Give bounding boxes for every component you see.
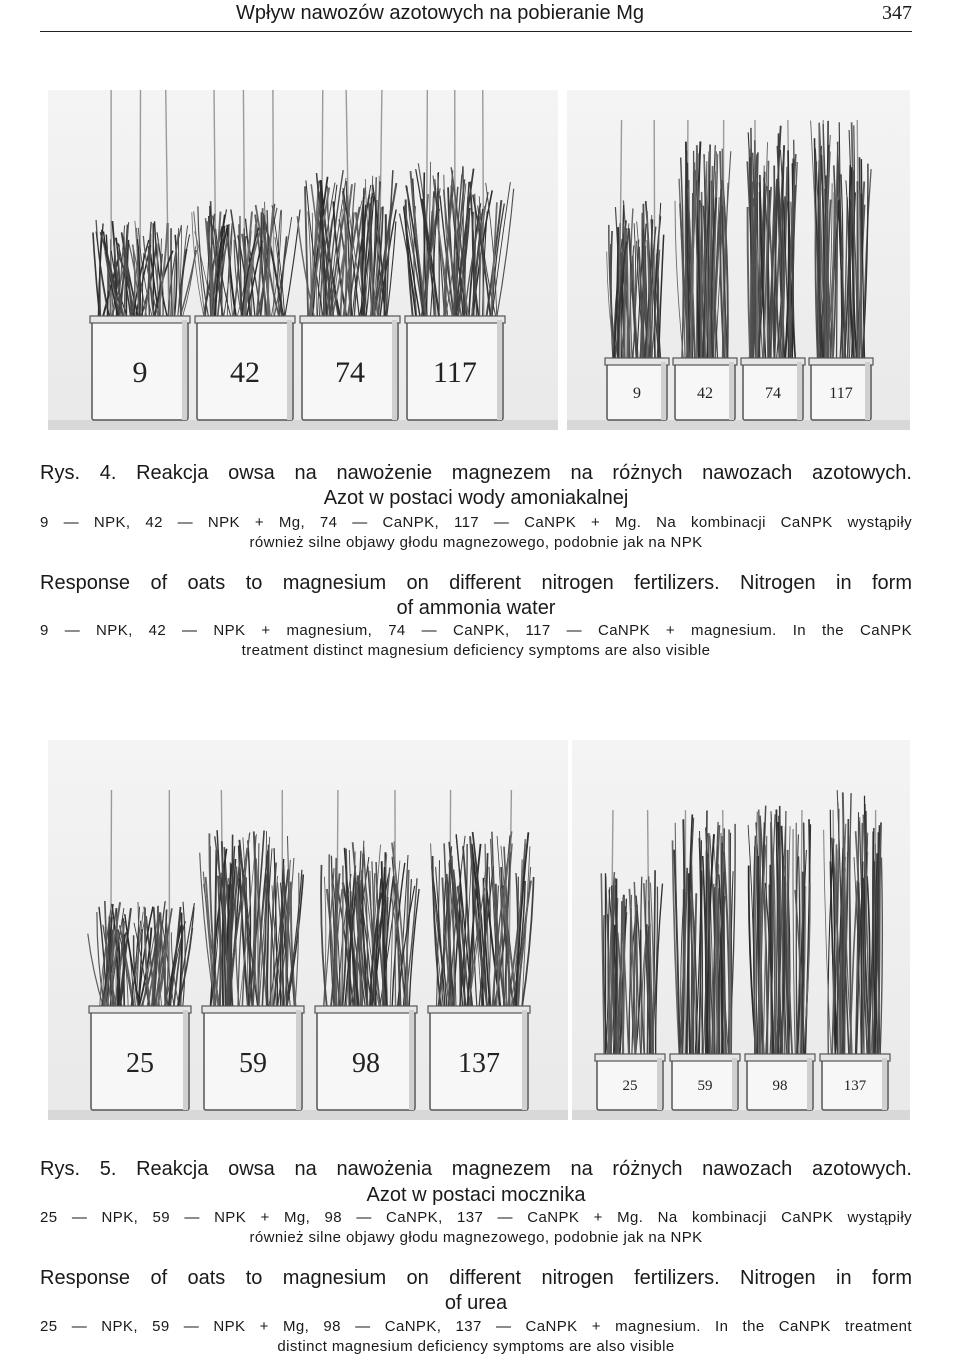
fig5-caption-pl-line3: 25 — NPK, 59 — NPK + Mg, 98 — CaNPK, 137 — CaNPK + Mg. Na kombinacji CaNPK wystąpiły (40, 1209, 912, 1226)
fig5-left-pot-label: 59 (239, 1048, 267, 1079)
fig5-right-pot-label: 59 (697, 1078, 713, 1095)
page-number: 347 (882, 2, 912, 24)
fig4-left-pot-label: 74 (335, 356, 365, 389)
fig5-left-pot-label: 25 (126, 1048, 154, 1079)
fig4-caption-en-line3: 9 — NPK, 42 — NPK + magnesium, 74 — CaNPK, 117 — CaNPK + magnesium. In the CaNPK (40, 622, 912, 639)
fig5-caption-en-line1: Response of oats to magnesium on different nitrogen fertilizers. Nitrogen in form (40, 1267, 912, 1289)
fig5-caption-en-line3: 25 — NPK, 59 — NPK + Mg, 98 — CaNPK, 137 — CaNPK + magnesium. In the CaNPK treatment (40, 1318, 912, 1335)
fig5-photo-right (572, 740, 910, 1120)
fig4-caption-pl-line4: również silne objawy głodu magnezowego, podobnie jak na NPK (249, 534, 703, 551)
fig4-right-pot-label: 9 (633, 384, 641, 402)
fig4-right-pot-label: 74 (765, 384, 781, 402)
fig5-caption-pl-line1: Rys. 5. Reakcja owsa na nawożenia magnezem na różnych nawozach azotowych. (40, 1158, 912, 1180)
fig4-caption-pl-line3: 9 — NPK, 42 — NPK + Mg, 74 — CaNPK, 117 — CaNPK + Mg. Na kombinacji CaNPK wystąpiły (40, 514, 912, 531)
fig4-caption-en-line1: Response of oats to magnesium on different nitrogen fertilizers. Nitrogen in form (40, 572, 912, 594)
fig5-left-pot-label: 137 (458, 1048, 500, 1079)
fig5-left-pot-label: 98 (352, 1048, 380, 1079)
fig4-left-pot-label: 42 (230, 356, 260, 389)
fig4-caption-en-line4: treatment distinct magnesium deficiency symptoms are also visible (241, 642, 711, 659)
fig5-right-pot-label: 25 (622, 1078, 638, 1095)
fig4-photo-right (567, 90, 910, 430)
fig4-right-pot-label: 117 (829, 384, 853, 402)
fig4-caption-pl-line1: Rys. 4. Reakcja owsa na nawożenie magnezem na różnych nawozach azotowych. (40, 462, 912, 484)
fig5-caption-en-line2: of urea (444, 1292, 508, 1314)
fig5-right-pot-label: 98 (772, 1078, 788, 1095)
fig5-photo-left (48, 740, 568, 1120)
fig5-caption-pl-line2: Azot w postaci mocznika (366, 1184, 586, 1206)
fig4-left-pot-label: 9 (132, 356, 148, 389)
fig4-right-pot-label: 42 (697, 384, 713, 402)
running-header (40, 0, 912, 32)
fig4-left-pot-label: 117 (433, 356, 477, 389)
fig5-right-pot-label: 137 (843, 1078, 867, 1095)
fig5-caption-en-line4: distinct magnesium deficiency symptoms are also visible (277, 1338, 675, 1355)
running-title: Wpływ nawozów azotowych na pobieranie Mg (236, 2, 644, 24)
fig4-caption-pl-line2: Azot w postaci wody amoniakalnej (323, 487, 629, 509)
fig5-caption-pl-line4: również silne objawy głodu magnezowego, podobnie jak na NPK (249, 1229, 703, 1246)
fig4-caption-en-line2: of ammonia water (396, 597, 556, 619)
fig4-photo-left (48, 90, 558, 430)
